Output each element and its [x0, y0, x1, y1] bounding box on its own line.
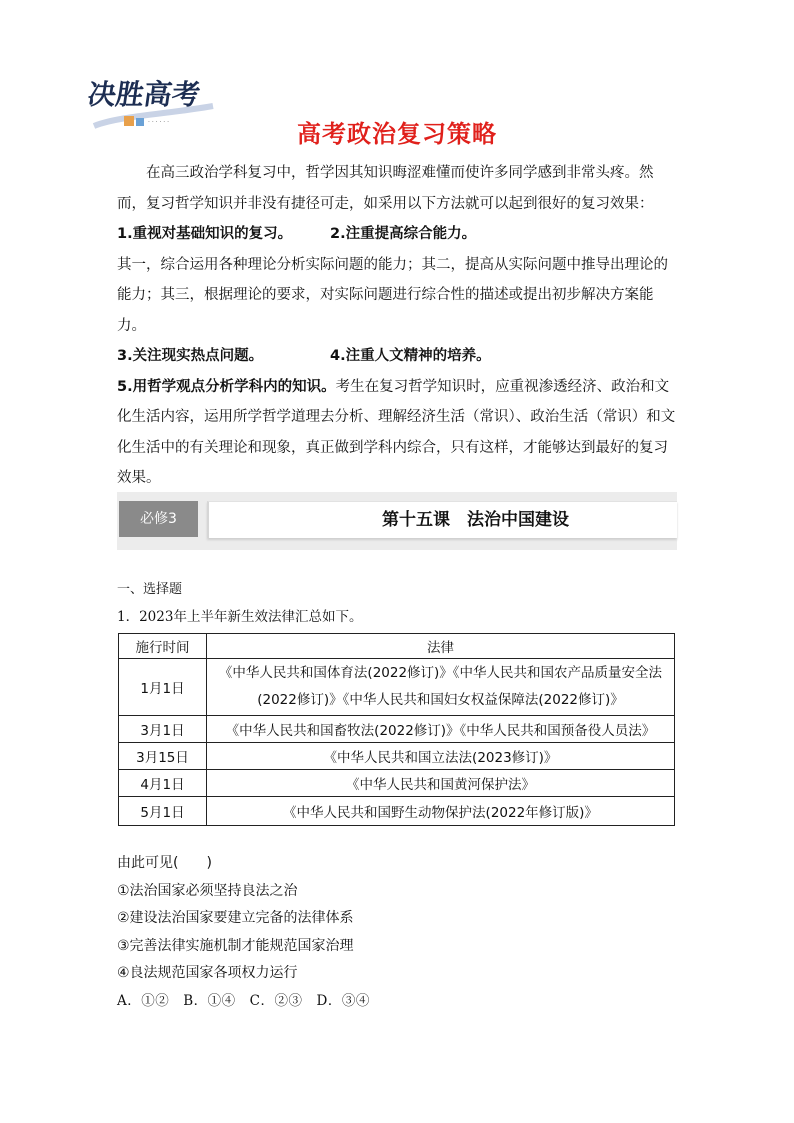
question-options	[117, 850, 370, 1015]
cell-law: 《中华人民共和国体育法(2022修订)》《中华人民共和国农产品质量安全法(2022修订)》《中华人民共和国妇女权益保障法(2022修订)》	[207, 659, 675, 716]
section-heading: 一、选择题	[117, 582, 183, 597]
method-2: 2.注重提高综合能力。	[330, 226, 477, 242]
method-4: 4.注重人文精神的培养。	[330, 348, 491, 364]
question-lead: 由此可见( )	[117, 855, 212, 871]
cell-date: 3月1日	[119, 716, 207, 743]
cell-law: 《中华人民共和国黄河保护法》	[207, 770, 675, 797]
method-1: 1.重视对基础知识的复习。	[117, 226, 293, 242]
method-row-2	[117, 341, 679, 372]
intro-section	[117, 158, 679, 494]
cell-law: 《中华人民共和国畜牧法(2022修订)》《中华人民共和国预备役人员法》	[207, 716, 675, 743]
table-row	[119, 770, 675, 797]
method-row-1	[117, 219, 679, 250]
lesson-banner	[117, 492, 677, 550]
option-3: ③完善法律实施机制才能规范国家治理	[117, 937, 354, 954]
option-1: ①法治国家必须坚持良法之治	[117, 882, 298, 899]
table-row	[119, 659, 675, 716]
table-row	[119, 743, 675, 770]
svg-text:决胜高考: 决胜高考	[88, 78, 203, 111]
header-law: 法律	[207, 634, 675, 659]
header-date: 施行时间	[119, 634, 207, 659]
option-4: ④良法规范国家各项权力运行	[117, 965, 298, 981]
table-header-row	[119, 634, 675, 659]
page-title: 高考政治复习策略	[297, 120, 497, 148]
cell-law: 《中华人民共和国立法法(2023修订)》	[207, 743, 675, 770]
method-5: 5.用哲学观点分析学科内的知识。	[117, 378, 336, 395]
cell-date: 1月1日	[119, 659, 207, 716]
method-5-paragraph	[117, 372, 679, 494]
method-3: 3.关注现实热点问题。	[117, 348, 264, 364]
lesson-title: 第十五课 法治中国建设	[382, 510, 569, 530]
lesson-title-box	[207, 501, 677, 538]
cell-date: 3月15日	[119, 743, 207, 770]
option-2: ②建设法治国家要建立完备的法律体系	[117, 910, 354, 926]
cell-date: 5月1日	[119, 797, 207, 826]
cell-date: 4月1日	[119, 770, 207, 797]
method-2-detail: 其一，综合运用各种理论分析实际问题的能力；其二，提高从实际问题中推导出理论的能力；其三，根据理论的要求，对实际问题进行综合性的描述或提出初步解决方案能力。	[117, 256, 668, 334]
cell-law: 《中华人民共和国野生动物保护法(2022年修订版)》	[207, 797, 675, 826]
table-row	[119, 797, 675, 826]
question-stem: 1．2023年上半年新生效法律汇总如下。	[117, 609, 363, 625]
svg-text:· · · · · ·: · · · · · ·	[148, 119, 169, 126]
laws-table	[118, 633, 675, 826]
method-5-detail: 考生在复习哲学知识时，应重视渗透经济、政治和文化生活内容，运用所学哲学道理去分析、理解经济生活（常识）、政治生活（常识）和文化生活中的有关理论和现象，真正做到学科内综合，只有这样，才能够达到最好的复习效果。	[117, 378, 676, 486]
answer-choices: A．①② B．①④ C．②③ D．③④	[117, 992, 370, 1009]
intro-paragraph: 在高三政治学科复习中，哲学因其知识晦涩难懂而使许多同学感到非常头疼。然而，复习哲学知识并非没有捷径可走，如采用以下方法就可以起到很好的复习效果：	[117, 165, 654, 212]
table-row	[119, 716, 675, 743]
course-tag: 必修3	[119, 501, 198, 537]
